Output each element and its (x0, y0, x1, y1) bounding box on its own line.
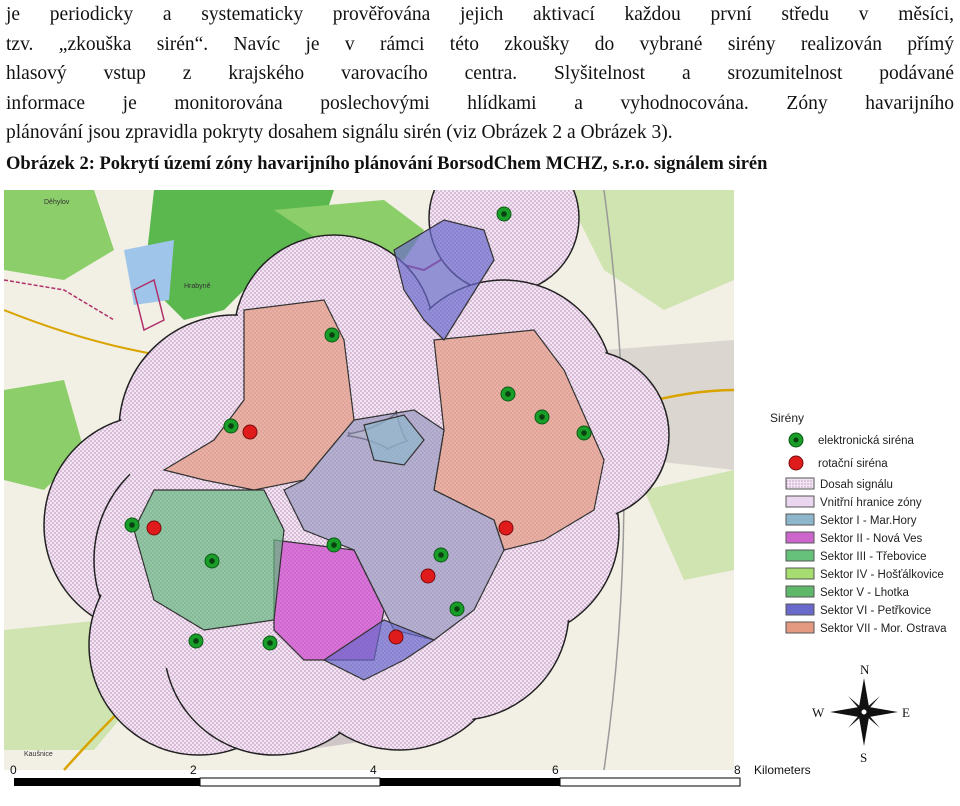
svg-text:Sektor III - Třebovice: Sektor III - Třebovice (820, 551, 927, 563)
svg-text:Sektor I - Mar.Hory: Sektor I - Mar.Hory (820, 515, 917, 527)
legend-item (786, 586, 909, 599)
paragraph-line: tzv. „zkouška sirén“. Navíc je v rámci této zkoušky do vybrané sirény realizován přímý (6, 33, 954, 55)
body-paragraph (6, 0, 954, 148)
svg-text:Sektor II - Nová Ves: Sektor II - Nová Ves (820, 533, 923, 545)
compass-s: S (860, 750, 868, 765)
svg-text:Dosah signálu: Dosah signálu (820, 479, 893, 491)
legend-item (786, 514, 917, 527)
legend-title: Sirény (770, 411, 805, 425)
siren-coverage-map (4, 190, 960, 806)
svg-text:Sektor VII - Mor. Ostrava: Sektor VII - Mor. Ostrava (820, 623, 947, 635)
svg-text:Sektor IV - Hošťálkovice: Sektor IV - Hošťálkovice (820, 569, 944, 581)
svg-text:Vnitřní hranice zóny: Vnitřní hranice zóny (820, 497, 922, 509)
legend-item (786, 622, 947, 635)
paragraph-line: hlasový vstup z krajského varovacího centra. Slyšitelnost a srozumitelnost podávané (6, 63, 954, 84)
scale-unit: Kilometers (754, 763, 811, 777)
paragraph-line: informace je monitorována poslechovými hlídkami a vyhodnocována. Zóny havarijního (6, 92, 954, 114)
legend-item (786, 496, 922, 509)
figure-caption: Obrázek 2: Pokrytí území zóny havarijního plánování BorsodChem MCHZ, s.r.o. signálem sirén (6, 154, 768, 174)
scale-tick: 0 (10, 763, 17, 777)
map-label-town: Hrabyně (184, 283, 211, 290)
svg-text:rotační siréna: rotační siréna (818, 458, 888, 470)
compass-n: N (860, 662, 870, 677)
svg-text:Sektor V - Lhotka: Sektor V - Lhotka (820, 587, 909, 599)
legend-item (786, 568, 944, 581)
legend-item (786, 532, 923, 545)
legend-item (786, 550, 927, 563)
scale-tick: 2 (190, 763, 197, 777)
svg-text:elektronická siréna: elektronická siréna (818, 435, 914, 447)
scale-tick: 8 (734, 763, 741, 777)
map-label-bottom-left: Kaušnice (24, 751, 53, 758)
paragraph-line: plánování jsou zpravidla pokryty dosahem signálu sirén (viz Obrázek 2 a Obrázek 3). (6, 122, 673, 143)
compass-e: E (902, 705, 910, 720)
legend-item (786, 604, 931, 617)
legend-item (786, 478, 893, 491)
compass-w: W (812, 705, 825, 720)
map-label-top-left: Děhylov (44, 199, 70, 206)
scale-tick: 6 (552, 763, 559, 777)
paragraph-line: je periodicky a systematicky prověřována jejich aktivací každou první středu v měsíci, (6, 4, 954, 25)
scale-tick: 4 (370, 763, 377, 777)
svg-text:Sektor VI - Petřkovice: Sektor VI - Petřkovice (820, 605, 932, 617)
